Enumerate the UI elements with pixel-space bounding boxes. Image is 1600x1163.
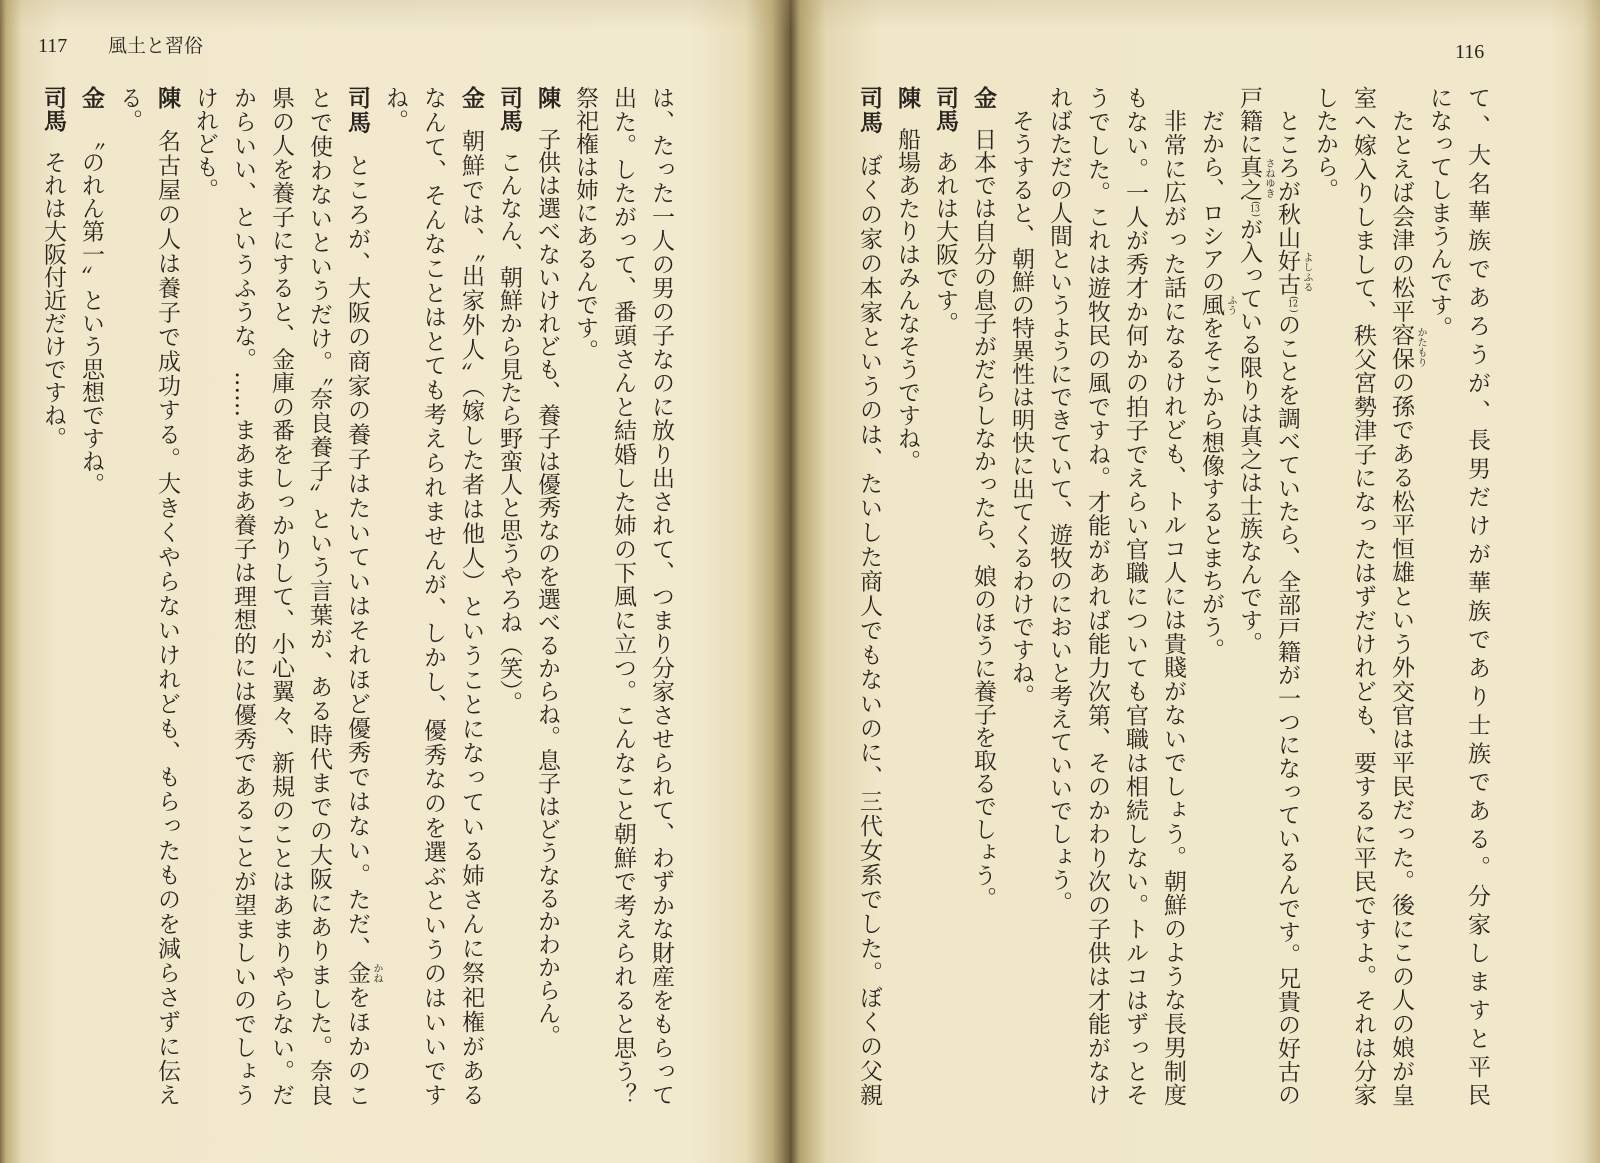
text-column: 司馬ところが、大阪の商家の養子はたいていはそれほど優秀ではない。ただ、金 かね をほかのこ bbox=[344, 86, 382, 1106]
paragraph bbox=[1230, 86, 1312, 1106]
speaker-label: 司馬 bbox=[496, 86, 522, 132]
text-column: ね。 bbox=[382, 86, 408, 132]
text-column: 金日本では自分の息子がだらしなかったら、娘のほうに養子を取るでしょう。 bbox=[970, 86, 996, 910]
note-ref: (13) bbox=[1250, 201, 1260, 218]
ruby-base: 風 ふう bbox=[1198, 293, 1236, 316]
paragraph bbox=[376, 86, 490, 1106]
text-column: だから、ロシアの風 ふう をそこから想像するとまちがう。 bbox=[1198, 109, 1236, 661]
speaker-label: 司馬 bbox=[932, 86, 958, 132]
ruby-base: 容保 かたもり bbox=[1388, 322, 1426, 371]
paragraph bbox=[1420, 86, 1496, 1106]
text-column: ところが秋山好古 よしふる (12)のことを調べていたら、全部戸籍が一つになっているんです。兄貴の好古の bbox=[1274, 109, 1312, 1106]
ruby-annotation: かね bbox=[371, 962, 382, 983]
speaker-label: 陳 bbox=[894, 86, 920, 109]
text-column: けれども。 bbox=[192, 86, 218, 201]
paragraph bbox=[964, 86, 1002, 1106]
ruby-annotation: かたもり bbox=[1415, 326, 1426, 367]
paragraph bbox=[490, 86, 528, 1106]
page-number: 117 bbox=[38, 35, 68, 57]
speaker-label: 陳 bbox=[534, 86, 560, 109]
paragraph bbox=[926, 86, 964, 1106]
ruby-annotation: さねゆき bbox=[1263, 158, 1274, 198]
ruby-annotation: よしふる bbox=[1301, 252, 1312, 293]
ruby-annotation: ふう bbox=[1225, 294, 1236, 315]
ruby-base: 真之 さねゆき bbox=[1236, 155, 1274, 201]
text-column: ればただの人間というようにできていて、遊牧のにおいと考えていいでしょう。 bbox=[1046, 86, 1072, 914]
text-column: たとえば会津の松平容保 かたもり の孫である松平恒雄という外交官は平民だった。後にこの人の娘が皇 bbox=[1388, 109, 1426, 1106]
text-column: 祭祀権は姉にあるんです。 bbox=[572, 86, 598, 362]
text-column: うでした。これは遊牧民の風ですね。才能があれば能力次第、そのかわり次の子供は才能がなけ bbox=[1084, 86, 1110, 1106]
text-column: 陳名古屋の人は養子で成功する。大きくやらないけれども、もらったものを減らさずに伝え bbox=[154, 86, 180, 1106]
paragraph bbox=[186, 86, 382, 1106]
paragraph bbox=[888, 86, 926, 1106]
text-column: 室へ嫁入りしまして、秩父宮勢津子になったはずだけれども、要するに平民ですよ。それは分家 bbox=[1350, 86, 1376, 1106]
text-column: なんて、そんなことはとても考えられませんが、しかし、優秀なのを選ぶというのはいいです bbox=[420, 86, 446, 1106]
text-column: 司馬ぼくの家の本家というのは、たいした商人でもないのに、三代女系でした。ぼくの父親 bbox=[856, 86, 882, 1106]
text-column: になってしまうんです。 bbox=[1426, 86, 1452, 339]
note-ref: (12) bbox=[1288, 295, 1298, 313]
text-column: そうすると、朝鮮の特異性は明快に出てくるわけですね。 bbox=[1008, 109, 1034, 707]
text-column: て、大名華族であろうが、長男だけが華族であり士族である。分家しますと平民 bbox=[1464, 86, 1490, 1106]
text-column: もない。一人が秀才か何かの拍子でえらい官職についても官職は相続しない。トルコはずっとそ bbox=[1122, 86, 1148, 1106]
running-head: 風土と習俗 bbox=[108, 35, 204, 57]
paragraph bbox=[34, 86, 72, 1106]
speaker-label: 金 bbox=[78, 86, 104, 109]
text-column: 県の人を養子にすると、金庫の番をしっかりして、小心翼々、新規のことはあまりやらない。だ bbox=[268, 86, 294, 1106]
text-column: る。 bbox=[116, 86, 142, 132]
speaker-label: 金 bbox=[970, 86, 996, 109]
paragraph bbox=[1306, 86, 1426, 1106]
text-column: 非常に広がった話になるけれども、トルコ人には貴賤がないでしょう。朝鮮のような長男制度 bbox=[1160, 109, 1186, 1106]
speaker-label: 金 bbox=[458, 86, 484, 111]
paragraph bbox=[566, 86, 680, 1106]
text-column: 陳子供は選べないけれども、養子は優秀なのを選べるからね。息子はどうなるかわからん。 bbox=[534, 86, 560, 1048]
text-column: 金〝のれん第一〟という思想ですね。 bbox=[78, 86, 104, 496]
text-column: 戸籍に真之 さねゆき (13)が入っている限りは真之は士族なんです。 bbox=[1236, 86, 1274, 655]
text-column: からいい、というふうな。……まあまあ養子は理想的には優秀であることが望ましいのでしょう bbox=[230, 86, 256, 1106]
right-page bbox=[790, 0, 1600, 1163]
left-page bbox=[0, 0, 790, 1163]
text-column: とで使わないというだけ。〝奈良養子〟という言葉が、ある時代までの大阪にありました。奈良 bbox=[306, 86, 332, 1106]
paragraph bbox=[850, 86, 888, 1106]
right-page-text bbox=[850, 86, 1496, 1106]
speaker-label: 司馬 bbox=[856, 86, 882, 135]
paragraph bbox=[1192, 86, 1236, 1106]
ruby-base: 好古 よしふる bbox=[1274, 249, 1312, 296]
text-column: 司馬あれは大阪です。 bbox=[932, 86, 958, 335]
text-column: 出た。したがって、番頭さんと結婚した姉の下風に立つ。こんなこと朝鮮で考えられると思う？ bbox=[610, 86, 636, 1106]
paragraph bbox=[72, 86, 110, 1106]
paragraph bbox=[1002, 86, 1040, 1106]
text-column: 陳船場あたりはみんなそうですね。 bbox=[894, 86, 920, 473]
text-column: 司馬それは大阪付近だけですね。 bbox=[40, 86, 66, 450]
speaker-label: 司馬 bbox=[344, 86, 370, 135]
text-column: 司馬こんなん、朝鮮から見たら野蛮人と思うやろね（笑）。 bbox=[496, 86, 522, 714]
paragraph bbox=[1040, 86, 1192, 1106]
left-page-text bbox=[34, 86, 680, 1106]
page-number: 116 bbox=[1455, 41, 1485, 63]
text-column: は、たった一人の男の子なのに放り出されて、つまり分家させられて、わずかな財産をもらって bbox=[648, 86, 674, 1106]
text-column: したから。 bbox=[1312, 86, 1338, 201]
text-column: 金朝鮮では、〝出家外人〟（嫁した者は他人）ということになっている姉さんに祭祀権がある bbox=[458, 86, 484, 1106]
speaker-label: 陳 bbox=[154, 86, 180, 111]
speaker-label: 司馬 bbox=[40, 86, 66, 132]
ruby-base: 金 かね bbox=[344, 960, 382, 986]
paragraph bbox=[528, 86, 566, 1106]
paragraph bbox=[110, 86, 186, 1106]
